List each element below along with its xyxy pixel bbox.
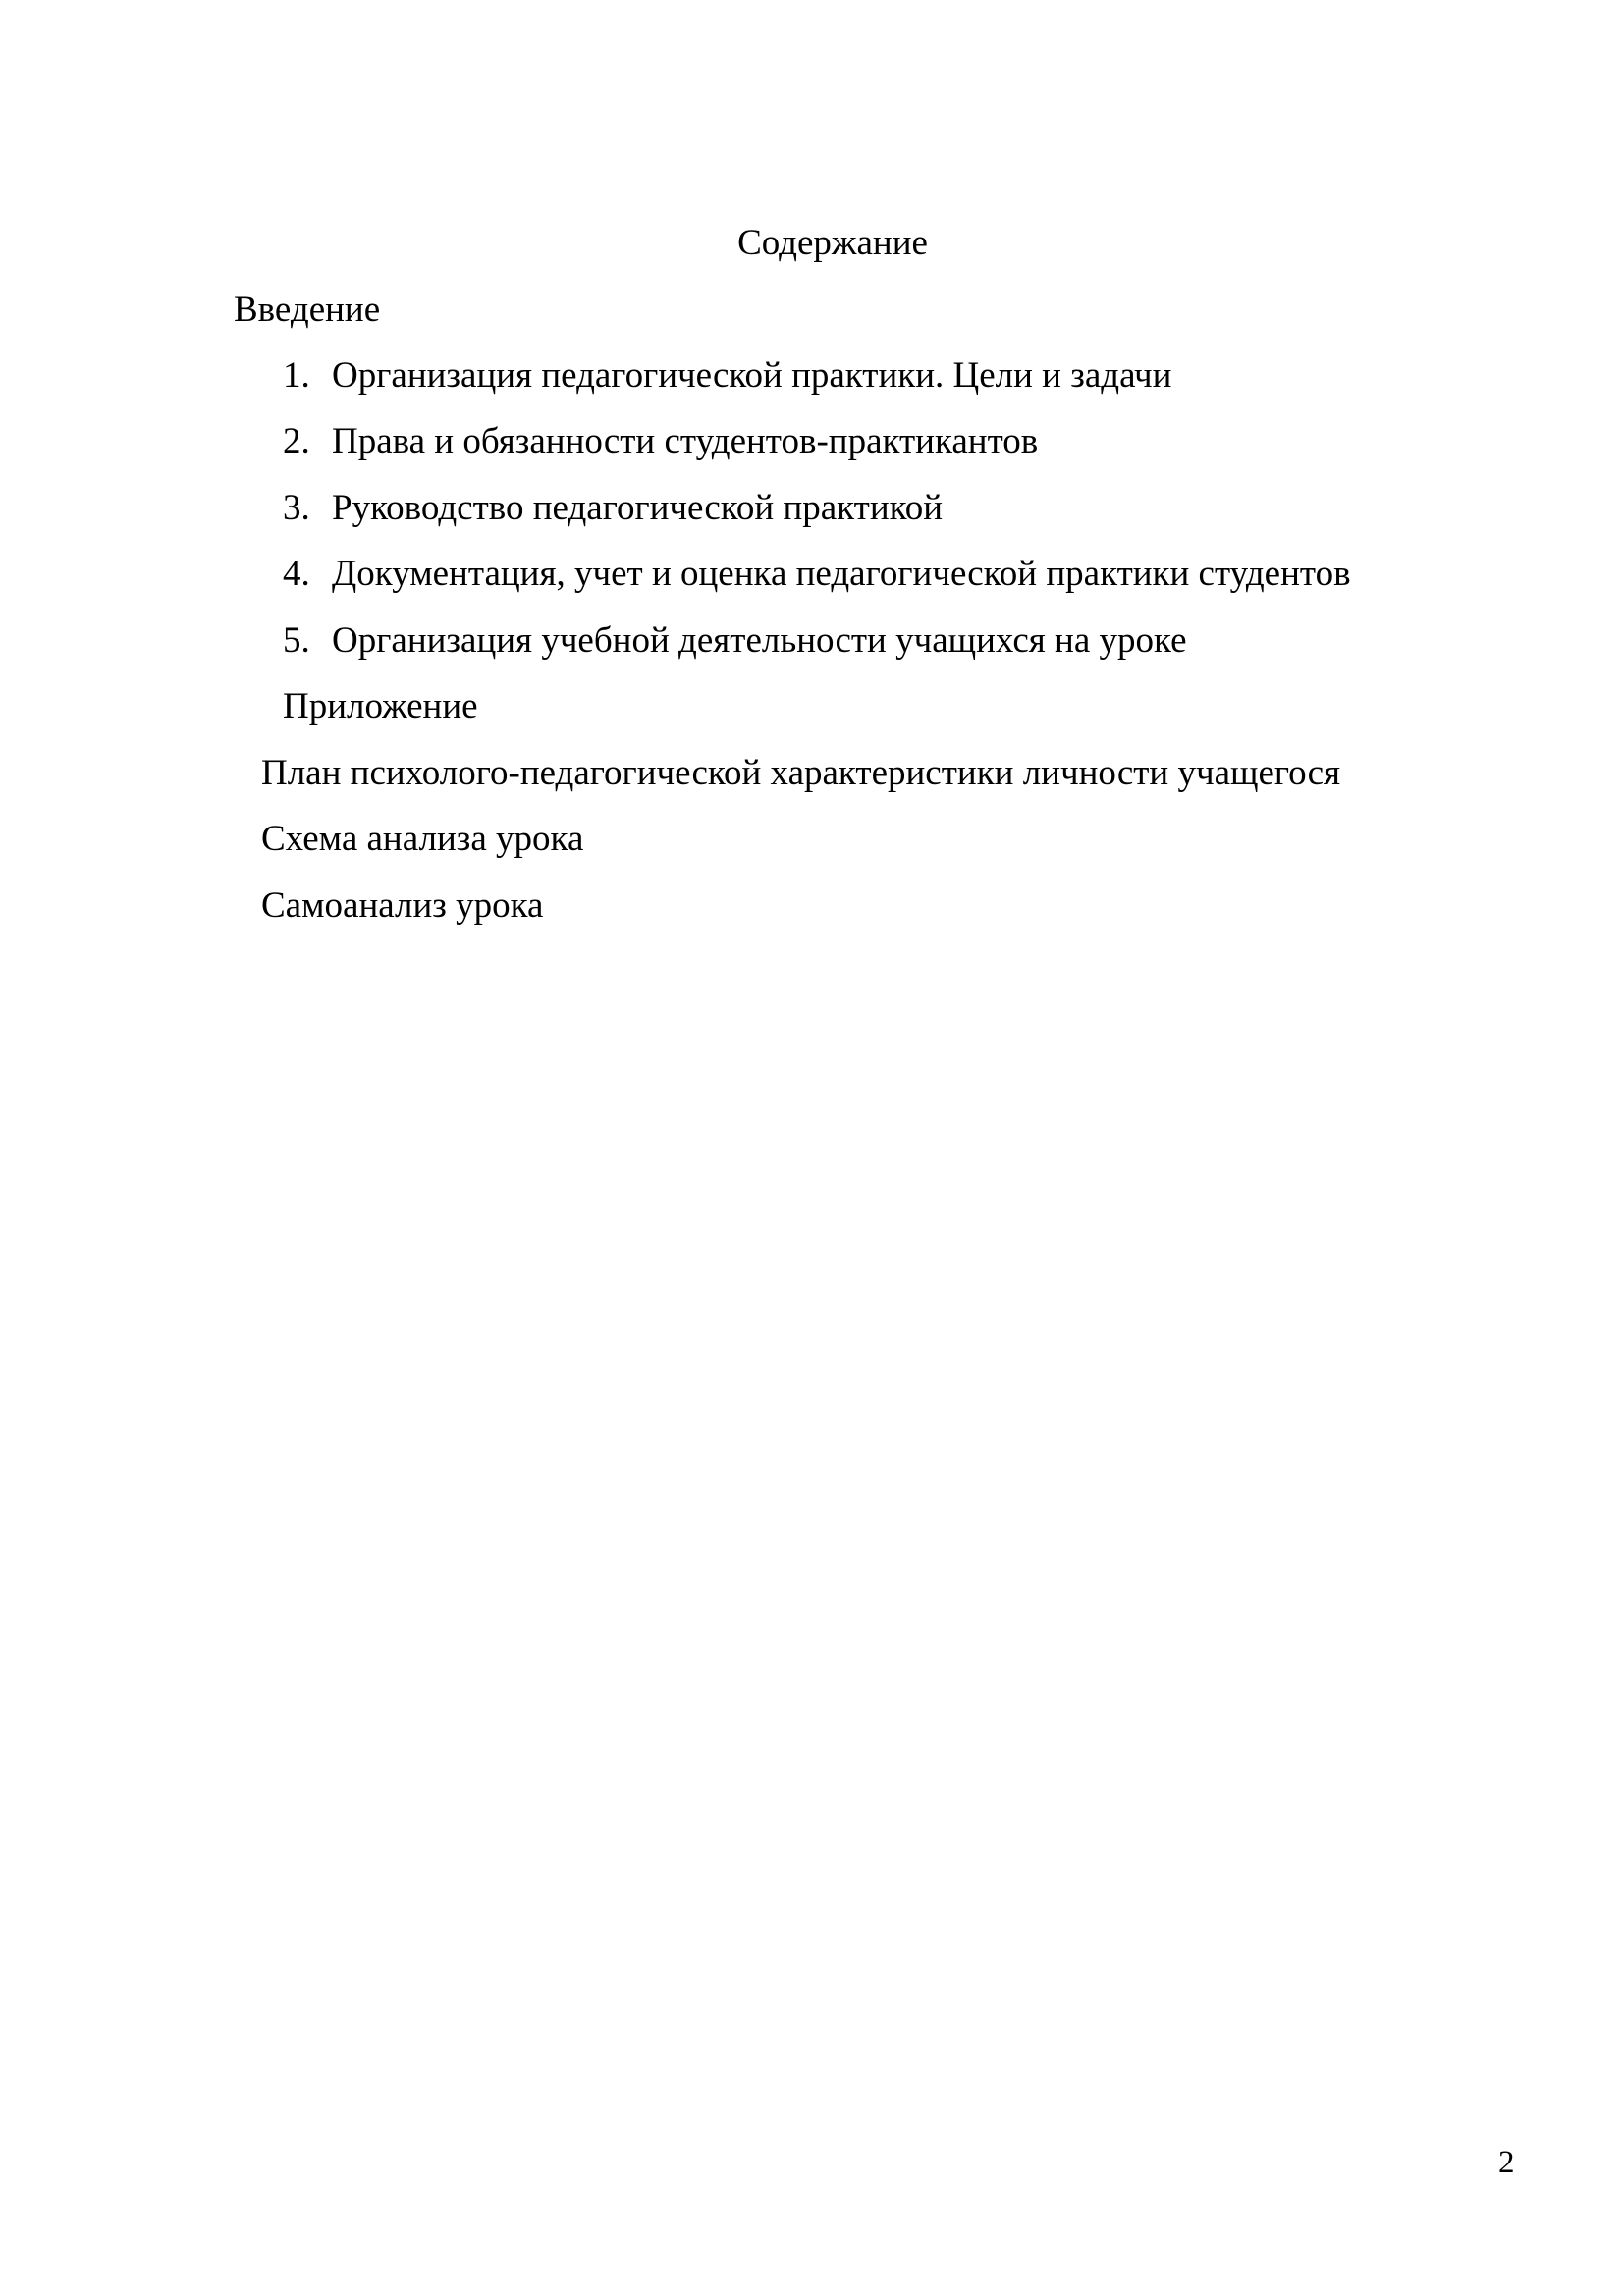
toc-item-number: 3. xyxy=(283,488,310,528)
toc-item xyxy=(283,487,943,530)
page-number: 2 xyxy=(1498,2145,1515,2180)
toc-item-text: Организация учебной деятельности учащихся на уроке xyxy=(332,620,1187,661)
appendix-item: План психолого-педагогической характеристики личности учащегося xyxy=(261,753,1341,793)
appendix-heading: Приложение xyxy=(283,686,478,726)
toc-item xyxy=(283,553,1351,596)
toc-item-text: Документация, учет и оценка педагогической практики студентов xyxy=(332,554,1351,594)
toc-item-text: Права и обязанности студентов-практикантов xyxy=(332,421,1039,461)
toc-item-text: Организация педагогической практики. Цели и задачи xyxy=(332,355,1172,396)
toc-item xyxy=(283,619,1187,663)
toc-introduction: Введение xyxy=(234,290,381,330)
toc-item-text: Руководство педагогической практикой xyxy=(332,488,944,528)
toc-item xyxy=(283,354,1171,398)
appendix-item: Схема анализа урока xyxy=(261,819,584,859)
toc-item-number: 4. xyxy=(283,554,310,594)
toc-item xyxy=(283,420,1038,463)
toc-item-number: 5. xyxy=(283,620,310,661)
toc-item-number: 1. xyxy=(283,355,310,396)
appendix-item: Самоанализ урока xyxy=(261,885,544,926)
toc-item-number: 2. xyxy=(283,421,310,461)
page-title: Содержание xyxy=(737,223,928,263)
